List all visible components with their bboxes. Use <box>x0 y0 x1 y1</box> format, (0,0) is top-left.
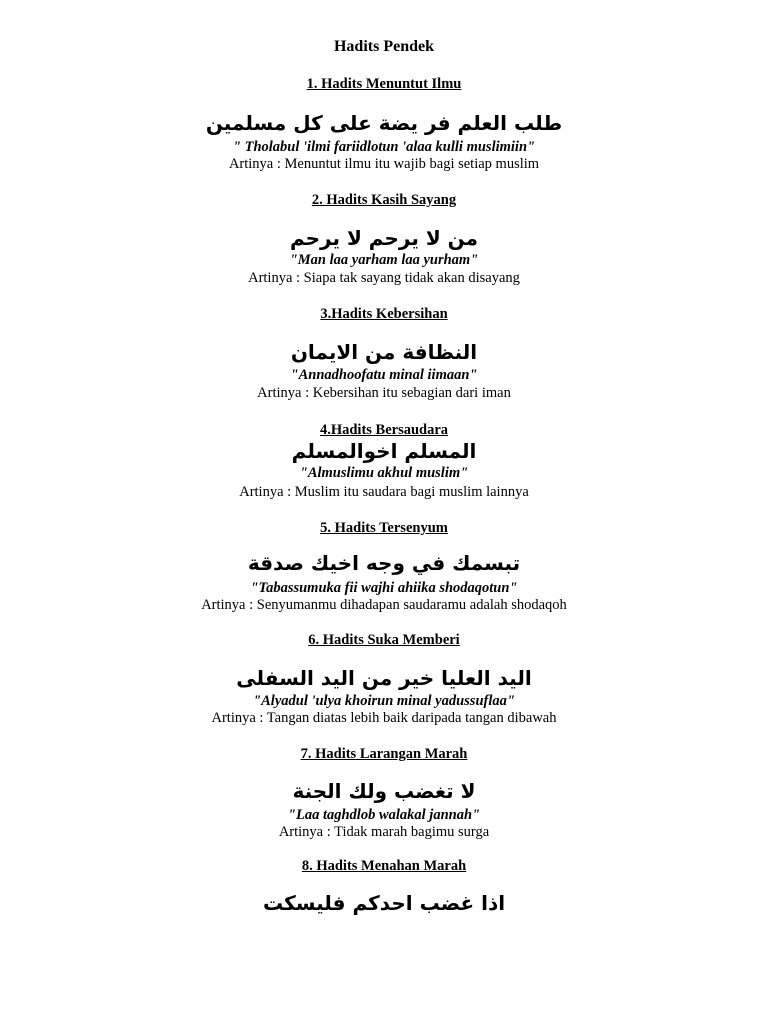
meaning-text: Artinya : Kebersihan itu sebagian dari iman <box>257 385 511 401</box>
section-heading: 6. Hadits Suka Memberi <box>308 632 460 648</box>
section-heading: 5. Hadits Tersenyum <box>320 520 448 536</box>
arabic-text: المسلم اخوالمسلم <box>291 439 477 463</box>
section-heading: 2. Hadits Kasih Sayang <box>311 192 457 208</box>
arabic-text: لا تغضب ولك الجنة <box>292 779 476 803</box>
transliteration: "Laa taghdlob walakal jannah" <box>287 807 481 823</box>
section-heading: 4.Hadits Bersaudara <box>319 422 449 438</box>
meaning-text: Artinya : Senyumanmu dihadapan saudaramu adalah shodaqoh <box>201 597 567 613</box>
document-title: Hadits Pendek <box>333 38 434 55</box>
meaning-text: Artinya : Siapa tak sayang tidak akan disayang <box>248 270 520 286</box>
transliteration: " Tholabul 'ilmi fariidlotun 'alaa kulli muslimiin" <box>232 139 536 155</box>
section-heading: 8. Hadits Menahan Marah <box>301 858 467 874</box>
transliteration: "Alyadul 'ulya khoirun minal yadussuflaa" <box>253 693 515 709</box>
section-heading: 1. Hadits Menuntut Ilmu <box>306 76 462 92</box>
arabic-text: طلب العلم فر يضة على كل مسلمين <box>205 111 563 135</box>
arabic-text: اذا غضب احدكم فليسكت <box>262 891 506 915</box>
arabic-text: النظافة من الايمان <box>290 340 478 364</box>
transliteration: "Man laa yarham laa yurham" <box>289 252 479 268</box>
section-heading: 3.Hadits Kebersihan <box>320 306 448 322</box>
section-heading: 7. Hadits Larangan Marah <box>300 746 468 762</box>
transliteration: "Annadhoofatu minal iimaan" <box>290 367 478 383</box>
transliteration: "Tabassumuka fii wajhi ahiika shodaqotun" <box>250 580 518 596</box>
arabic-text: من لا يرحم لا يرحم <box>289 226 479 250</box>
arabic-text: تبسمك في وجه اخيك صدقة <box>247 551 521 575</box>
meaning-text: Artinya : Menuntut ilmu itu wajib bagi setiap muslim <box>228 156 540 172</box>
transliteration: "Almuslimu akhul muslim" <box>299 465 469 481</box>
meaning-text: Artinya : Tidak marah bagimu surga <box>278 824 490 840</box>
meaning-text: Artinya : Muslim itu saudara bagi muslim lainnya <box>239 484 529 500</box>
meaning-text: Artinya : Tangan diatas lebih baik daripada tangan dibawah <box>211 710 557 726</box>
arabic-text: اليد العليا خير من اليد السفلى <box>236 666 532 690</box>
